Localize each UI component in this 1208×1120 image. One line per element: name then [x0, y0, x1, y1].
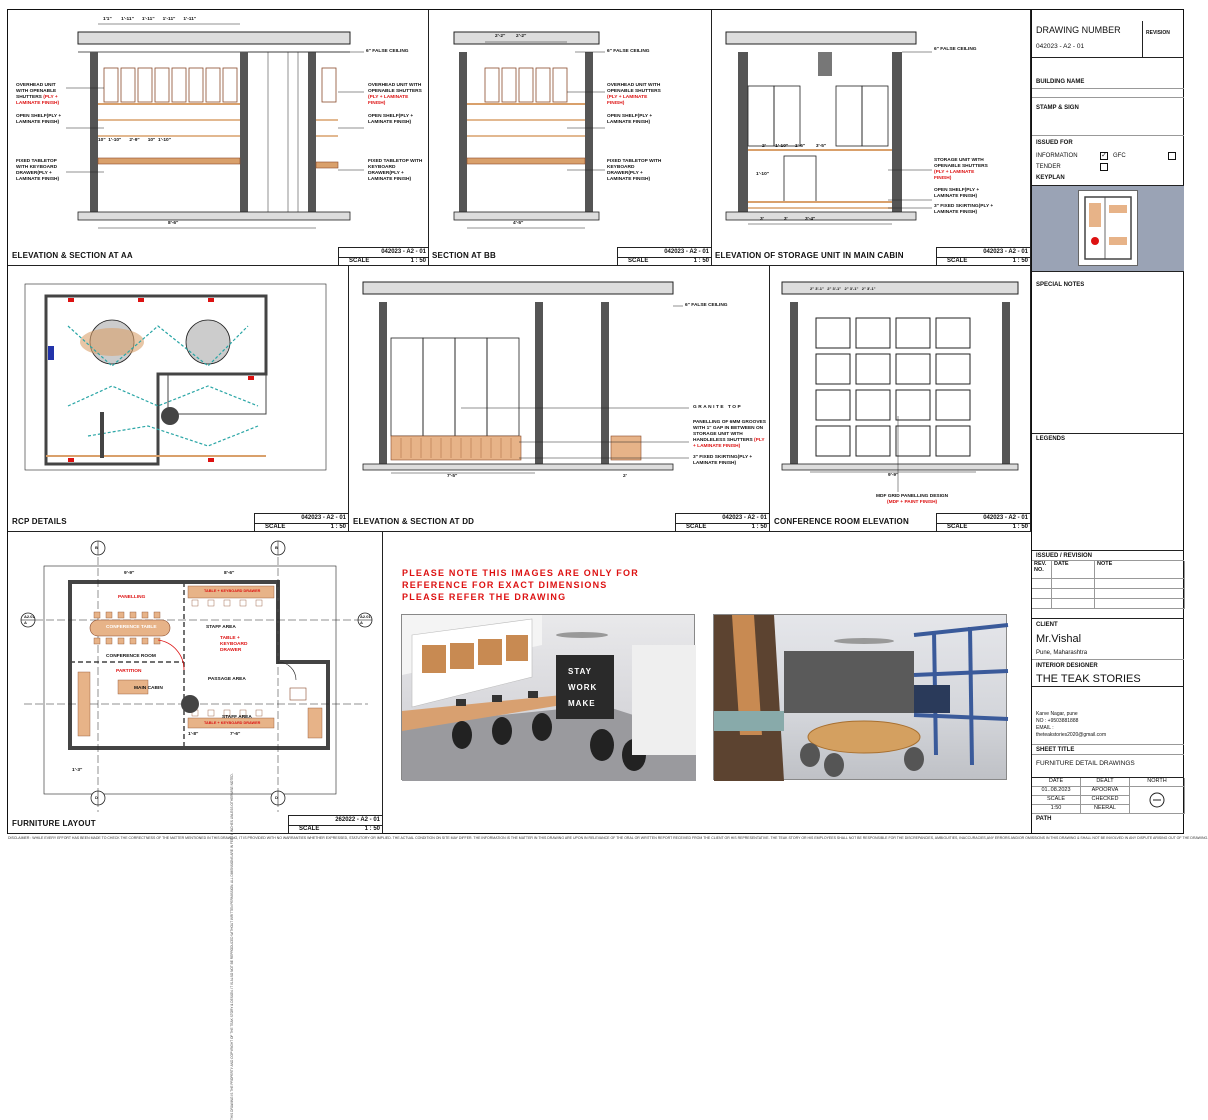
marker-top-left: B — [95, 545, 98, 550]
dd-dim-a: 7'-5" — [447, 474, 458, 479]
storage-note-skirting: 3" FIXED SKIRTING(PLY + LAMINATE FINISH) — [934, 204, 994, 215]
aa-note-false-ceiling: 6" FALSE CEILING — [366, 49, 409, 54]
bb-dim-bottom: 4'-5" — [513, 221, 524, 226]
scale-label: SCALE — [1032, 796, 1081, 805]
bb-note-false-ceiling: 6" FALSE CEILING — [607, 49, 650, 54]
rev-row — [1032, 589, 1052, 599]
conf-dims-top: 2" 3'-1" 2" 3'-1" 2" 3'-1" 2" 3'-1" — [810, 286, 876, 291]
tb-address: Karve Nagar, pune — [1036, 711, 1078, 717]
date-header: DATE — [1052, 561, 1095, 579]
dealt-label: DEALT — [1081, 778, 1130, 787]
conf-note-mdf: MDF GRID PANELLING DESIGN (MDF + PAINT FINISH) — [876, 494, 949, 505]
date-label: DATE — [1032, 778, 1081, 787]
tb-revision-table — [1032, 561, 1184, 619]
storage-note-unit: STORAGE UNIT WITH OPENABLE SHUTTERS (PLY + LAMINATE FINISH) — [934, 158, 988, 181]
dd-note-false-ceiling: 6" FALSE CEILING — [685, 303, 728, 308]
tb-phone: NO : +9503881888 — [1036, 718, 1079, 724]
bb-title-box: 042023 - A2 - 01 SCALE 1 : 50 — [617, 247, 712, 266]
tb-keyplan — [1032, 186, 1184, 272]
wall-text-stay: STAY — [568, 667, 593, 676]
checked-label: CHECKED — [1081, 796, 1130, 805]
north-arrow-icon — [1147, 790, 1167, 810]
bb-title: SECTION AT BB — [432, 251, 496, 260]
tb-legends-label: LEGENDS — [1036, 436, 1066, 442]
panel-elevation-aa — [8, 10, 429, 266]
keyplan-thumbnail — [1078, 190, 1138, 266]
furniture-drawing — [8, 532, 383, 834]
tb-revision-label: REVISION — [1146, 30, 1170, 36]
furn-staff-area-bottom: STAFF AREA — [222, 715, 252, 720]
rev-row — [1052, 599, 1095, 609]
tb-building-row — [1032, 58, 1184, 98]
aa-dim-top: 1'1" 1'-11" 1'-11" 1'-11" 1'-11" — [103, 17, 197, 22]
furn-overhead-unit: TABLE + KEYBOARD DRAWER — [204, 589, 261, 593]
storage-note-false-ceiling: 6" FALSE CEILING — [934, 47, 977, 52]
furniture-title-box: 262022 - A2 - 01 SCALE 1 : 50 — [288, 815, 383, 834]
furn-dim-c: 1'-3" — [72, 768, 83, 773]
panel-rcp — [8, 266, 349, 532]
rev-row — [1032, 579, 1052, 589]
tb-keyplan-label: KEYPLAN — [1036, 175, 1065, 181]
note-header: NOTE — [1095, 561, 1185, 579]
furn-table-keyboard: TABLE + KEYBOARD DRAWER — [220, 636, 248, 653]
conf-title: CONFERENCE ROOM ELEVATION — [774, 517, 909, 526]
rev-row — [1095, 599, 1185, 609]
panel-conference — [770, 266, 1031, 532]
tb-client-city: Pune, Maharashtra — [1036, 650, 1088, 656]
tb-information: INFORMATION — [1036, 153, 1078, 159]
tb-special-notes-label: SPECIAL NOTES — [1036, 282, 1085, 288]
bb-drawing — [429, 10, 712, 266]
marker-top-right: B — [275, 545, 278, 550]
tb-drawing-number-label: DRAWING NUMBER — [1036, 25, 1121, 35]
panel-furniture-layout — [8, 532, 383, 834]
disclaimer: DISCLAIMER : WHILE EVERY EFFORT HAS BEEN MADE TO CHECK THE CORRECTNESS OF THE MATTER MENTIONED IN THIS DRAWING, IT IS PROVIDED WITH NO WARRANTIES WHETHER EXPRESSED, STATUTORY OR IMPLIED. THE ACTUAL CONDITION ON SITE MAY DIFFER. THE INFORMATION IS THE MATTER IN THIS DRAWING ARE UPON IN RELEVANCE OF THE ORAL OR WRITTEN REPORT RECEIVED FROM THE CLIENT OR HIS REPRESENTATIVE. THE TEAK STORY OR HIS EMPLOYEES SHALL NOT BE RESPONSIBLE FOR THE DISCREPANCIES, AMBIGUITIES, INACCURACIES,ANY ERRORS AND/OR OMISSIONS IN THIS DRAWING & SHALL NOT BE INVOLVED IN ANY DISPUTE ARISING OUT OF THE DRAWING. — [8, 836, 1208, 840]
marker-right: A2.01 A — [360, 614, 371, 625]
rev-no-header: REV. NO. — [1032, 561, 1052, 579]
tb-stamp-row — [1032, 98, 1184, 136]
render-conference-image — [714, 615, 1008, 781]
tb-issued-for-row — [1032, 136, 1184, 186]
gfc-checkbox[interactable] — [1168, 152, 1176, 160]
wall-text-work: WORK — [568, 683, 598, 692]
tb-sheet-title-value — [1032, 755, 1184, 778]
furn-partition: PARTITION — [116, 669, 142, 674]
aa-dim-bottom: 8'-6" — [168, 221, 179, 226]
tb-gfc: GFC — [1113, 153, 1126, 159]
storage-dim-side: 1'-10" — [756, 172, 770, 177]
panel-storage-unit — [712, 10, 1031, 266]
dd-note-skirting: 3" FIXED SKIRTING(PLY + LAMINATE FINISH) — [693, 455, 753, 466]
tb-client-name: Mr.Vishal — [1036, 633, 1082, 645]
north-label: NORTH — [1130, 778, 1185, 787]
bb-dim-top: 2'-2" 2'-2" — [495, 34, 527, 39]
storage-dims-bottom: 3' 3' 3'-4" — [760, 217, 816, 222]
tb-issued-revision-label: ISSUED / REVISION — [1036, 553, 1093, 559]
dd-dim-b: 2' — [623, 474, 627, 479]
tb-designer-name: THE TEAK STORIES — [1036, 673, 1141, 685]
dealt-value: APOORVA — [1081, 787, 1130, 796]
conf-drawing — [770, 266, 1031, 532]
aa-note-tabletop-left: FIXED TABLETOP WITH KEYBOARD DRAWER(PLY + LAMINATE FINISH) — [16, 159, 60, 182]
render-wall-text — [568, 667, 597, 709]
tb-legends — [1032, 434, 1184, 551]
tb-issued-revision — [1032, 551, 1184, 561]
dd-title-box: 042023 - A2 - 01 SCALE 1 : 50 — [675, 513, 770, 532]
tb-tender: TENDER — [1036, 164, 1061, 170]
aa-note-shelf-left: OPEN SHELF(PLY + LAMINATE FINISH) — [16, 114, 62, 125]
mdf-grid — [816, 318, 970, 456]
bb-note-tabletop: FIXED TABLETOP WITH KEYBOARD DRAWER(PLY + LAMINATE FINISH) — [607, 159, 662, 182]
storage-dims-top: 2' 1'-10" 1'-6" 3'-5" — [762, 144, 827, 149]
tb-sheet-title: FURNITURE DETAIL DRAWINGS — [1036, 760, 1135, 767]
furn-table-keyboard-bottom: TABLE + KEYBOARD DRAWER — [204, 721, 261, 725]
side-copyright-note: THIS DRAWING IS THE PROPERTY AND COPYRIGHT OF THE TEAK STORY & DESIGN. IT IS ALSO NOT BE REPRODUCED WITHOUT WRITTEN PERMISSION. ALL DIMENSIONS ARE IN FEET & INCHES UNLESS OTHERWISE NOTED. — [230, 773, 234, 1120]
tb-email-label: EMAIL : — [1036, 725, 1054, 731]
rev-row — [1052, 589, 1095, 599]
furn-panelling: PANELLING — [118, 595, 146, 600]
marker-bottom-right: D — [275, 795, 278, 800]
furn-dim-d: 1'-8" — [188, 732, 199, 737]
checked-value: NEERAL — [1081, 805, 1130, 814]
rev-row — [1032, 599, 1052, 609]
tb-drawing-number-row — [1032, 9, 1184, 58]
storage-title-box: 042023 - A2 - 01 SCALE 1 : 50 — [936, 247, 1031, 266]
tb-stamp-label: STAMP & SIGN — [1036, 105, 1079, 111]
rev-row — [1095, 579, 1185, 589]
storage-note-shelf: OPEN SHELF(PLY + LAMINATE FINISH) — [934, 188, 980, 199]
furn-conference-table: CONFERENCE TABLE — [106, 625, 157, 630]
panel-section-dd — [349, 266, 770, 532]
furn-staff-area-top: STAFF AREA — [206, 625, 236, 630]
storage-title: ELEVATION OF STORAGE UNIT IN MAIN CABIN — [715, 251, 904, 260]
tb-path-label: PATH — [1036, 816, 1052, 822]
wall-text-make: MAKE — [568, 699, 596, 708]
tb-client-label: CLIENT — [1036, 622, 1058, 628]
information-checkbox[interactable]: ✓ — [1101, 152, 1107, 159]
keyplan-thumbnail-image — [1079, 191, 1137, 265]
tb-issued-for-label: ISSUED FOR — [1036, 140, 1073, 146]
reference-note — [402, 567, 639, 603]
rcp-drawing — [8, 266, 349, 532]
north-cell — [1130, 787, 1185, 814]
dd-note-panelling: PANELLING OF 6MM GROOVES WITH 1" GAP IN BETWEEN ON STORAGE UNIT WITH HANDLELESS SHUTTERS (PLY + LAMINATE FINISH) — [693, 420, 766, 449]
marker-bottom-left: D — [95, 795, 98, 800]
conf-dim-bottom: 9'-9" — [888, 473, 899, 478]
scale-value: 1:50 — [1032, 805, 1081, 814]
rcp-title-box: 042023 - A2 - 01 SCALE 1 : 50 — [254, 513, 349, 532]
aa-note-overhead-right: OVERHEAD UNIT WITH OPENABLE SHUTTERS (PLY + LAMINATE FINISH) — [368, 83, 422, 106]
bb-note-overhead: OVERHEAD UNIT WITH OPENABLE SHUTTERS (PLY + LAMINATE FINISH) — [607, 83, 661, 106]
dd-title: ELEVATION & SECTION AT DD — [353, 517, 475, 526]
dd-note-granite: GRANITE TOP — [693, 405, 743, 410]
conf-title-box: 042023 - A2 - 01 SCALE 1 : 50 — [936, 513, 1031, 532]
aa-title-box: 042023 - A2 - 01 SCALE 1 : 50 — [338, 247, 429, 266]
furn-dim-b: 8'-6" — [224, 571, 235, 576]
reference-note-line-2: REFERENCE FOR EXACT DIMENSIONS — [402, 580, 608, 590]
aa-note-overhead-left: OVERHEAD UNIT WITH OPENABLE SHUTTERS (PLY + LAMINATE FINISH) — [16, 83, 60, 106]
bb-note-shelf: OPEN SHELF(PLY + LAMINATE FINISH) — [607, 114, 653, 125]
tb-info-grid — [1032, 778, 1184, 823]
render-staff-area — [401, 614, 695, 780]
furn-conference-room: CONFERENCE ROOM — [106, 654, 156, 659]
tender-checkbox[interactable] — [1100, 163, 1108, 171]
tb-client — [1032, 619, 1184, 687]
tb-drawing-number: 042023 - A2 - 01 — [1036, 43, 1085, 50]
rcp-title: RCP DETAILS — [12, 517, 67, 526]
title-block — [1031, 9, 1184, 834]
furn-passage-area: PASSAGE AREA — [208, 677, 246, 682]
tb-designer-label: INTERIOR DESIGNER — [1036, 663, 1098, 669]
storage-drawing — [712, 10, 1031, 266]
tb-email: theteakstories2020@gmail.com — [1036, 732, 1107, 738]
rev-row — [1052, 579, 1095, 589]
furn-main-cabin: MAIN CABIN — [134, 686, 163, 691]
tb-sheet-title-row — [1032, 745, 1184, 755]
tb-sheet-title-label: SHEET TITLE — [1036, 747, 1075, 753]
date-value: 01..08.2023 — [1032, 787, 1081, 796]
render-staff-area-image — [402, 615, 696, 781]
panel-section-bb — [429, 10, 712, 266]
reference-note-line-3: PLEASE REFER THE DRAWING — [402, 592, 567, 602]
reference-note-line-1: PLEASE NOTE THIS IMAGES ARE ONLY FOR — [402, 568, 639, 578]
tb-special-notes — [1032, 272, 1184, 434]
aa-title: ELEVATION & SECTION AT AA — [12, 251, 133, 260]
render-conference — [713, 614, 1007, 780]
aa-note-tabletop-right: FIXED TABLETOP WITH KEYBOARD DRAWER(PLY + LAMINATE FINISH) — [368, 159, 423, 182]
furn-dim-e: 7'-6" — [230, 732, 241, 737]
aa-dim-mid: 10" 1'-10" 2'-9" 10" 1'-10" — [98, 138, 172, 143]
marker-left: A2.01 A — [24, 614, 35, 625]
rev-row — [1095, 589, 1185, 599]
furniture-title: FURNITURE LAYOUT — [12, 819, 96, 828]
tb-building-label: BUILDING NAME — [1036, 79, 1085, 85]
tb-contact — [1032, 687, 1184, 745]
furn-dim-a: 9'-9" — [124, 571, 135, 576]
aa-note-shelf-right: OPEN SHELF(PLY + LAMINATE FINISH) — [368, 114, 414, 125]
